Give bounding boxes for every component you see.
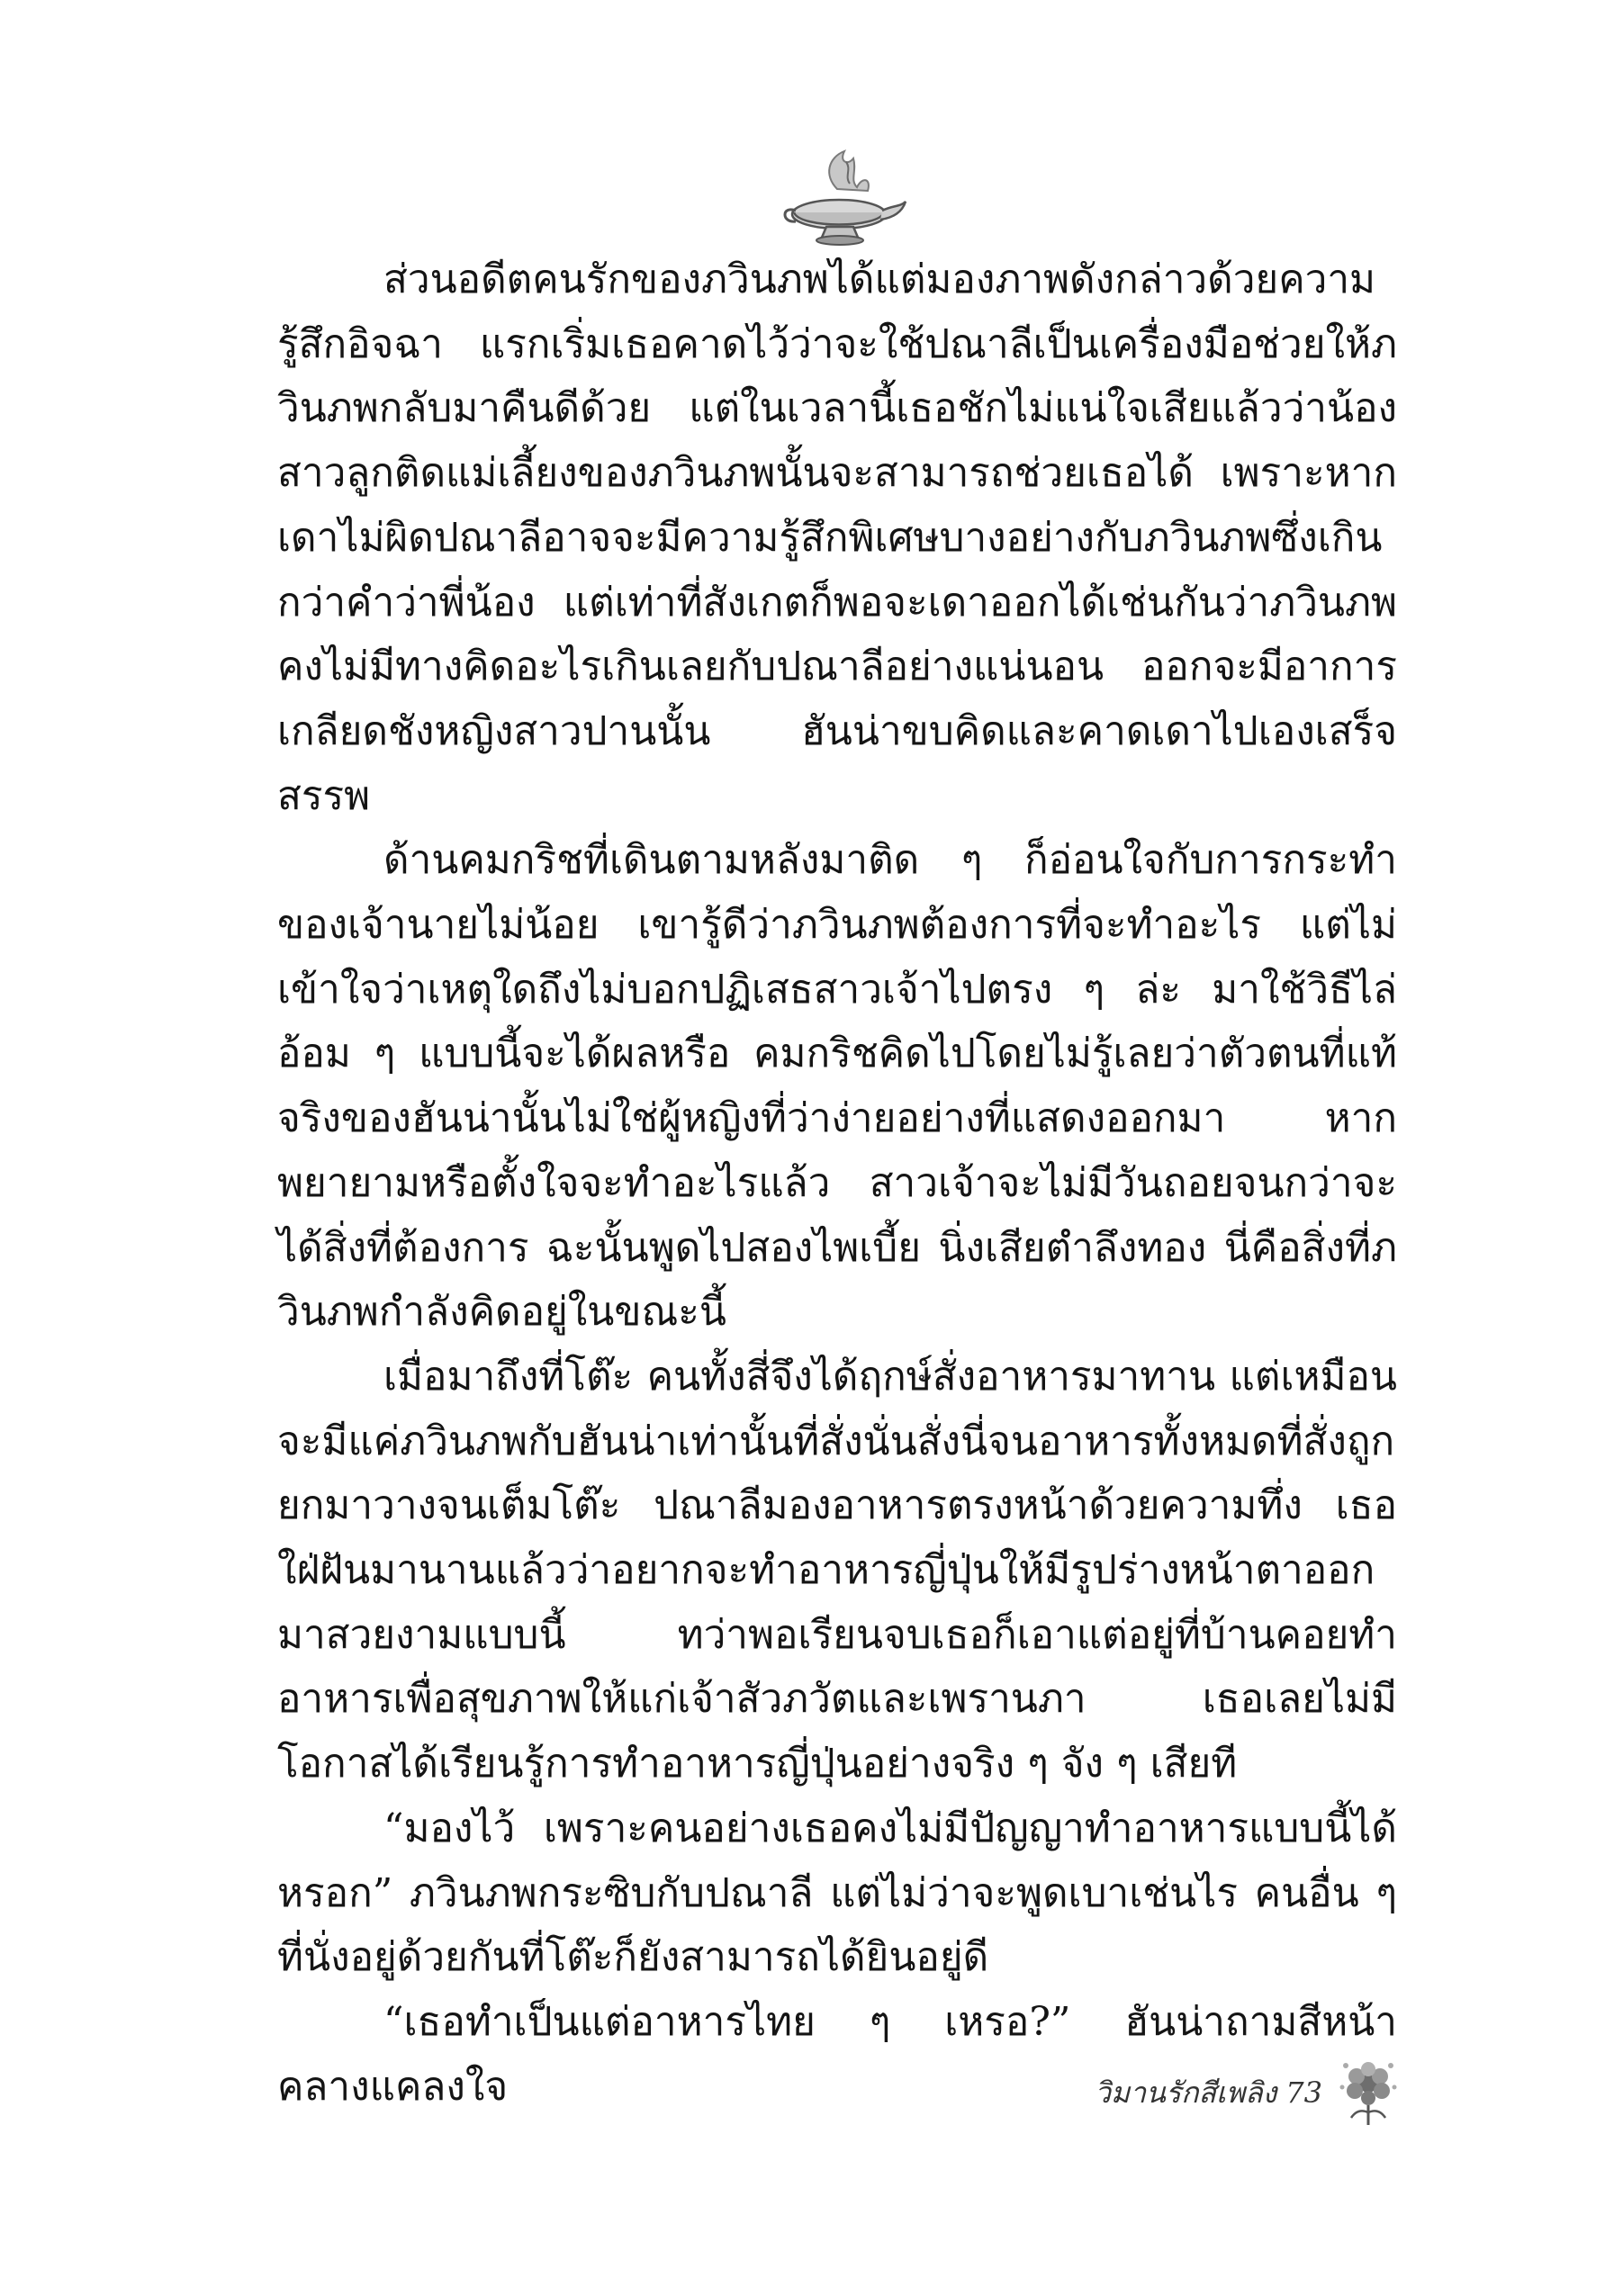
paragraph: เมื่อมาถึงที่โต๊ะ คนทั้งสี่จึงได้ฤกษ์สั่งอาหารมาทาน แต่เหมือนจะมีแค่ภวินภพกับฮันน่าเท่านั้นที่สั่งนั่นสั่งนี่จนอาหารทั้งหมดที่สั่งถูกยกมาวางจนเต็มโต๊ะ ปณาลีมองอาหารตรงหน้าด้วยความทึ่ง เธอใฝ่ฝันมานานแล้วว่าอยากจะทำอาหารญี่ปุ่นให้มีรูปร่างหน้าตาออกมาสวยงามแบบนี้ ทว่าพอเรียนจบเธอก็เอาแต่อยู่ที่บ้านคอยทำอาหารเพื่อสุขภาพให้แก่เจ้าสัวภวัตและเพรานภา เธอเลยไม่มีโอกาสได้เรียนรู้การทำอาหารญี่ปุ่นอย่างจริง ๆ จัง ๆ เสียที (277, 1353, 1397, 1787)
body-text (277, 248, 1397, 2119)
oil-lamp-ornament-icon (774, 135, 909, 252)
paragraph: “มองไว้ เพราะคนอย่างเธอคงไม่มีปัญญาทำอาหารแบบนี้ได้หรอก” ภวินภพกระซิบกับปณาลี แต่ไม่ว่าจะพูดเบาเช่นไร คนอื่น ๆ ที่นั่งอยู่ด้วยกันที่โต๊ะก็ยังสามารถได้ยินอยู่ดี (277, 1805, 1397, 1981)
book-title: วิมานรักสีเพลิง (1095, 2075, 1277, 2110)
paragraph: ส่วนอดีตคนรักของภวินภพได้แต่มองภาพดังกล่าวด้วยความรู้สึกอิจฉา แรกเริ่มเธอคาดไว้ว่าจะใช้ปณาลีเป็นเครื่องมือช่วยให้ภวินภพกลับมาคืนดีด้วย แต่ในเวลานี้เธอชักไม่แน่ใจเสียแล้วว่าน้องสาวลูกติดแม่เลี้ยงของภวินภพนั้นจะสามารถช่วยเธอได้ เพราะหากเดาไม่ผิดปณาลีอาจจะมีความรู้สึกพิเศษบางอย่างกับภวินภพซึ่งเกินกว่าคำว่าพี่น้อง แต่เท่าที่สังเกตก็พอจะเดาออกได้เช่นกันว่าภวินภพคงไม่มีทางคิดอะไรเกินเลยกับปณาลีอย่างแน่นอน ออกจะมีอาการเกลียดชังหญิงสาวปานนั้น ฮันน่าขบคิดและคาดเดาไปเองเสร็จสรรพ (277, 257, 1397, 819)
paragraph: “เธอทำเป็นแต่อาหารไทย ๆ เหรอ?” ฮันน่าถามสีหน้าคลางแคลงใจ (277, 1998, 1397, 2110)
paragraph: ด้านคมกริชที่เดินตามหลังมาติด ๆ ก็อ่อนใจกับการกระทำของเจ้านายไม่น้อย เขารู้ดีว่าภวินภพต้องการที่จะทำอะไร แต่ไม่เข้าใจว่าเหตุใดถึงไม่บอกปฏิเสธสาวเจ้าไปตรง ๆ ล่ะ มาใช้วิธีไล่อ้อม ๆ แบบนี้จะได้ผลหรือ คมกริชคิดไปโดยไม่รู้เลยว่าตัวตนที่แท้จริงของฮันน่านั้นไม่ใช่ผู้หญิงที่ว่าง่ายอย่างที่แสดงออกมา หากพยายามหรือตั้งใจจะทำอะไรแล้ว สาวเจ้าจะไม่มีวันถอยจนกว่าจะได้สิ่งที่ต้องการ ฉะนั้นพูดไปสองไพเบี้ย นิ่งเสียตำลึงทอง นี่คือสิ่งที่ภวินภพกำลังคิดอยู่ในขณะนี้ (277, 837, 1397, 1336)
page-number: 73 (1285, 2075, 1322, 2110)
page-footer (1095, 2057, 1400, 2129)
floral-ornament-icon (1337, 2057, 1400, 2129)
